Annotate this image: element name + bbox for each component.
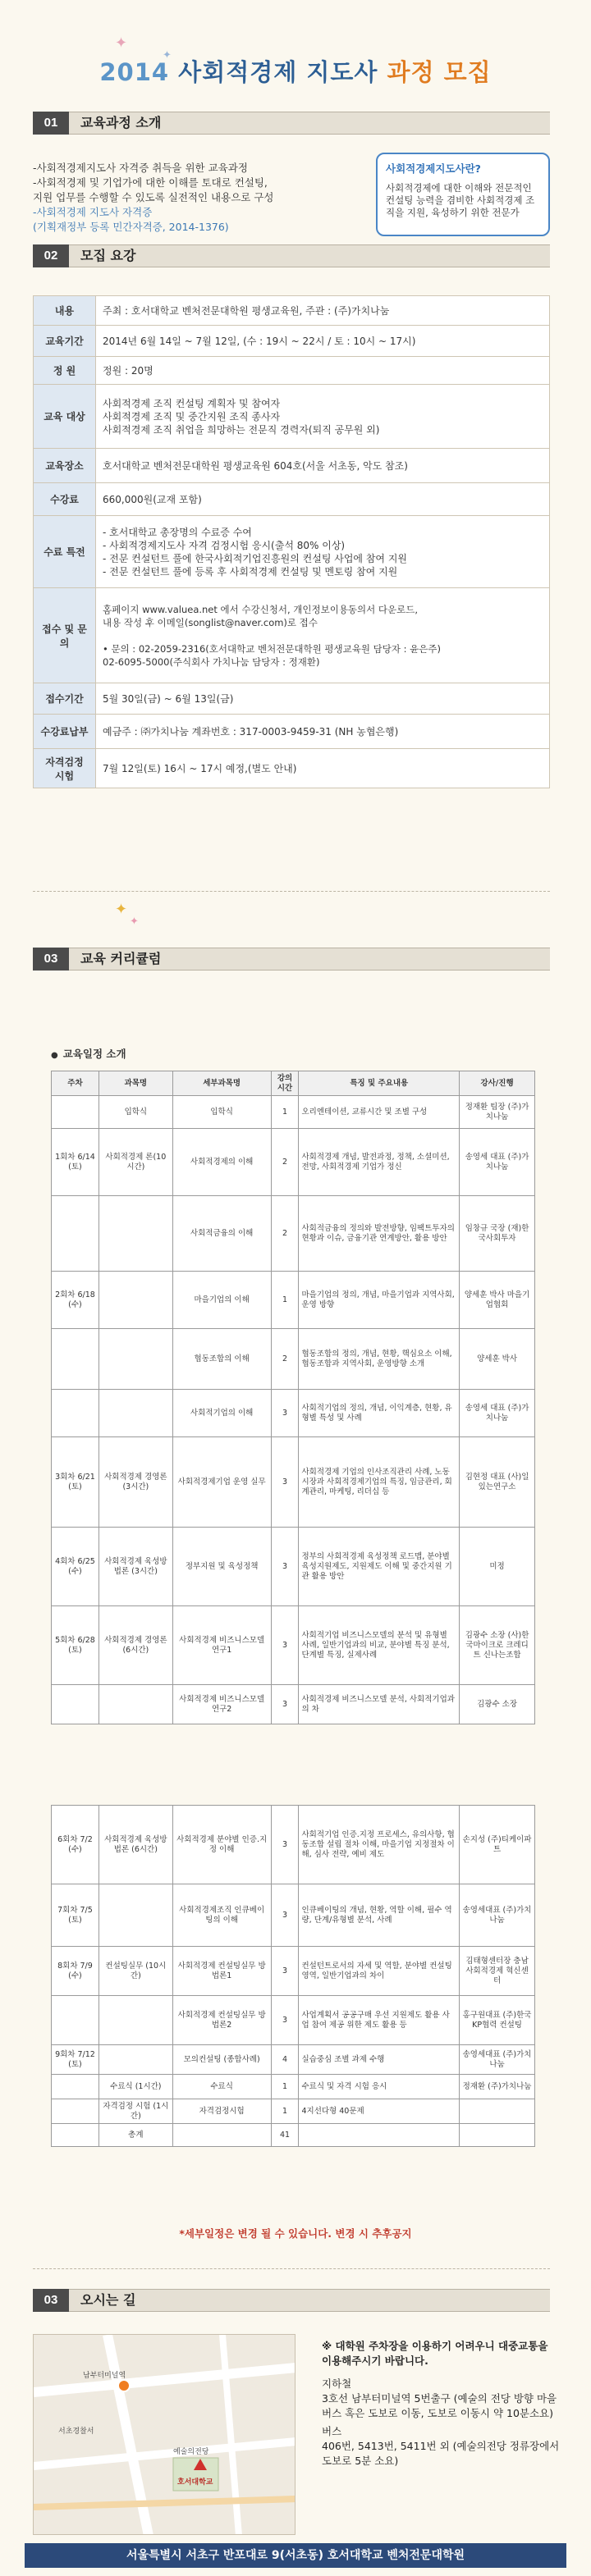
table-cell: 마을기업의 정의, 개념, 마을기업과 지역사회, 운영 방향 xyxy=(299,1272,460,1329)
intro-text: -사회적경제지도사 자격증 취득을 위한 교육과정 -사회적경제 및 기업가에 대한 이해를 토대로 컨설팅, 지원 업무를 수행할 수 있도록 실전적인 내용으로 구성 -사회적경제 지도사 자격증 (기획재정부 등록 민간자격증, 2014-1376) xyxy=(33,162,274,233)
table-cell xyxy=(52,1329,99,1390)
table-cell: 사회적경제 개념, 발전과정, 정책, 소셜미션, 전망, 사회적경제 기업가 정신 xyxy=(299,1129,460,1196)
table-cell: 4 xyxy=(271,2045,299,2075)
address-footer: 서울특별시 서초구 반포대로 9(서초동) 호서대학교 벤처전문대학원 xyxy=(25,2543,566,2568)
table-cell xyxy=(98,1996,172,2045)
table-cell: 6회차 7/2 (수) xyxy=(52,1806,99,1884)
table-cell: 1 xyxy=(271,2099,299,2124)
table-cell: 사회적경제 컨설팅실무 방법론1 xyxy=(172,1947,271,1996)
table-cell: 3 xyxy=(271,1390,299,1437)
table-cell: 송영세 대표 (주)가치나눔 xyxy=(460,1129,535,1196)
table-row xyxy=(52,2045,535,2075)
table-cell xyxy=(98,1685,172,1724)
table-row xyxy=(52,1528,535,1606)
table-cell: 2회차 6/18 (수) xyxy=(52,1272,99,1329)
table-row xyxy=(52,2099,535,2124)
table-cell: 사회적기업의 정의, 개념, 이익계층, 현황, 유형별 특성 및 사례 xyxy=(299,1390,460,1437)
map-label: 예술의전당 xyxy=(173,2448,209,2456)
table-row: 교육 대상 사회적경제 조직 컨설팅 계획자 및 참여자 사회적경제 조직 및 중간지원 조직 종사자 사회적경제 조직 취업을 희망하는 전문직 경력자(퇴직 공무원 외) xyxy=(34,385,550,449)
section-header-curriculum: 03 교육 커리큘럼 xyxy=(33,948,550,971)
table-cell: 사회적경제 비즈니스모델 분석, 사회적기업과의 차 xyxy=(299,1685,460,1724)
table-row xyxy=(52,1685,535,1724)
table-cell: 3 xyxy=(271,1685,299,1724)
table-cell: 사회적기업의 이해 xyxy=(172,1390,271,1437)
table-cell: 사회적경제 비즈니스모델연구2 xyxy=(172,1685,271,1724)
section-header-recruit: 02 모집 요강 xyxy=(33,244,550,267)
table-cell: 사회적경제 육성방법론 (6시간) xyxy=(98,1806,172,1884)
table-cell: 입학식 xyxy=(172,1096,271,1129)
table-cell: 손지성 (주)티케이파트 xyxy=(460,1806,535,1884)
table-cell: 정부지원 및 육성정책 xyxy=(172,1528,271,1606)
table-cell xyxy=(52,2099,99,2124)
table-cell xyxy=(52,1096,99,1129)
table-row xyxy=(52,2075,535,2099)
table-cell: 정부의 사회적경제 육성정책 로드맵, 분야별 육성지원제도, 지원제도 이해 및 중간지원 기관 활용 방안 xyxy=(299,1528,460,1606)
table-cell: 7회차 7/5 (토) xyxy=(52,1884,99,1947)
map-label: 남부터미널역 xyxy=(83,2372,126,2380)
column-header: 강사/진행 xyxy=(460,1071,535,1096)
table-cell: 마을기업의 이해 xyxy=(172,1272,271,1329)
table-cell: 2 xyxy=(271,1129,299,1196)
table-row xyxy=(52,1806,535,1884)
table-cell xyxy=(172,2124,271,2147)
table-cell xyxy=(98,1329,172,1390)
table-row xyxy=(52,1947,535,1996)
table-cell: 41 xyxy=(271,2124,299,2147)
table-cell: 사회적금융의 정의와 발전방향, 임팩트투자의 현황과 이슈, 금융기관 연계방안, 활용 방안 xyxy=(299,1196,460,1272)
directions-text: ※ 대학원 주차장을 이용하기 어려우니 대중교통을 이용해주시기 바랍니다. 지하철 3호선 남부터미널역 5번출구 (예술의 전당 방향 마을버스 혹은 도보로 이동, 도보로 이동시 약 10분소요) 버스 406번, 5413번, 5411번 외 (예술의전당 정류장에서 도보로 5분 소요) xyxy=(322,2340,560,2467)
table-cell xyxy=(98,1196,172,1272)
table-cell xyxy=(98,1272,172,1329)
schedule-note: *세부일정은 변경 될 수 있습니다. 변경 시 추후공지 xyxy=(179,2227,412,2240)
table-row: 접수 및 문의 홈페이지 www.valuea.net 에서 수강신청서, 개인정보이용동의서 다운로드, 내용 작성 후 이메일(songlist@naver.com)로 접수 • 문의 : 02-2059-2316(호서대학교 벤처전문대학원 평생교육원 담당자 : 윤은주) 02-6095-5000(주식회사 가치나눔 담당자 : 정재환) xyxy=(34,588,550,683)
table-row: 접수기간 5월 30일(금) ~ 6월 13일(금) xyxy=(34,683,550,715)
table-cell: 정재환 팀장 (주)가치나눔 xyxy=(460,1096,535,1129)
table-cell: 컨설팅실무 (10시간) xyxy=(98,1947,172,1996)
table-cell: 사회적경제 경영론 (6시간) xyxy=(98,1606,172,1685)
table-cell: 수료식 (1시간) xyxy=(98,2075,172,2099)
table-cell: 송영세대표 (주)가치나눔 xyxy=(460,1884,535,1947)
table-row xyxy=(52,1272,535,1329)
curriculum-table-1 xyxy=(51,1071,535,1724)
table-cell: 9회차 7/12 (토) xyxy=(52,2045,99,2075)
table-cell: 사회적경제 컨설팅실무 방법론2 xyxy=(172,1996,271,2045)
table-cell: 3 xyxy=(271,1437,299,1528)
table-cell xyxy=(52,1685,99,1724)
table-cell: 수료식 xyxy=(172,2075,271,2099)
table-cell xyxy=(98,1390,172,1437)
map-label: 서초경찰서 xyxy=(58,2428,94,2436)
table-row xyxy=(52,2124,535,2147)
star-icon: ✦ xyxy=(115,901,128,918)
table-cell: 1 xyxy=(271,2075,299,2099)
divider xyxy=(33,891,550,892)
table-cell xyxy=(299,2124,460,2147)
table-cell: 2 xyxy=(271,1329,299,1390)
curriculum-table-2 xyxy=(51,1805,535,2147)
table-cell xyxy=(460,2124,535,2147)
table-cell: 3 xyxy=(271,1528,299,1606)
star-icon: ✦ xyxy=(130,916,139,928)
table-row: 수강료납부 예금주 : ㈜가치나눔 계좌번호 : 317-0003-9459-31 (NH 농협은행) xyxy=(34,715,550,749)
table-cell: 사회적경제 기업의 인사조직관리 사례, 노동시장과 사회적경제기업의 특징, 임금관리, 회계관리, 마케팅, 리더십 등 xyxy=(299,1437,460,1528)
column-header: 강의 시간 xyxy=(271,1071,299,1096)
definition-box: 사회적경제지도사란? 사회적경제에 대한 이해와 전문적인 컨설팅 능력을 겸비한 사회적경제 조직을 지원, 육성하기 위한 전문가 xyxy=(376,153,550,236)
table-cell: 3 xyxy=(271,1947,299,1996)
table-row xyxy=(52,1329,535,1390)
table-cell: 실습중심 조별 과제 수행 xyxy=(299,2045,460,2075)
table-cell: 사회적경제기업 운영 실무 xyxy=(172,1437,271,1528)
table-row xyxy=(52,1437,535,1528)
table-cell: 3 xyxy=(271,1996,299,2045)
table-cell: 1 xyxy=(271,1272,299,1329)
table-cell: 오리엔테이션, 교류시간 및 조별 구성 xyxy=(299,1096,460,1129)
table-cell: 수료식 및 자격 시험 응시 xyxy=(299,2075,460,2099)
table-row xyxy=(52,1884,535,1947)
table-cell xyxy=(52,1196,99,1272)
table-cell: 3 xyxy=(271,1606,299,1685)
column-header: 세부과목명 xyxy=(172,1071,271,1096)
table-cell xyxy=(52,1390,99,1437)
table-cell: 컨설턴트로서의 자세 및 역할, 분야별 컨설팅 영역, 일반기업과의 차이 xyxy=(299,1947,460,1996)
column-header: 특징 및 주요내용 xyxy=(299,1071,460,1096)
curriculum-label: ● 교육일정 소개 xyxy=(51,1046,126,1061)
table-cell: 8회차 7/9 (수) xyxy=(52,1947,99,1996)
recruit-table xyxy=(33,295,550,788)
table-cell: 사회적경제 분야별 인증.지정 이해 xyxy=(172,1806,271,1884)
table-cell: 3회차 6/21 (토) xyxy=(52,1437,99,1528)
table-cell: 사회적경제조직 인큐베이팅의 이해 xyxy=(172,1884,271,1947)
table-cell xyxy=(52,2075,99,2099)
table-cell: 사회적경제 비즈니스모델연구1 xyxy=(172,1606,271,1685)
table-cell: 송영세대표 (주)가치나눔 xyxy=(460,2045,535,2075)
table-cell: 협동조합의 정의, 개념, 현황, 핵심요소 이해, 협동조합과 지역사회, 운영방향 소개 xyxy=(299,1329,460,1390)
table-cell: 사회적기업 비즈니스모델의 분석 및 유형별 사례, 일반기업과의 비교, 분야별 특징 분석, 단계별 특징, 실제사례 xyxy=(299,1606,460,1685)
table-cell: 5회차 6/28 (토) xyxy=(52,1606,99,1685)
column-header: 주차 xyxy=(52,1071,99,1096)
star-icon: ✦ xyxy=(115,34,128,52)
table-row: 수료 특전 - 호서대학교 총장명의 수료증 수여 - 사회적경제지도사 자격 검정시험 응시(출석 80% 이상) - 전문 컨설턴트 풀에 한국사회적기업진흥원의 컨설팅 사업에 참여 지원 - 전문 컨설턴트 풀에 등록 후 사회적경제 컨설팅 및 멘토링 참여 지원 xyxy=(34,516,550,588)
location-map[interactable] xyxy=(33,2334,296,2535)
table-cell: 사회적기업 인증.지정 프로세스, 유의사항, 협동조합 설립 절차 이해, 마을기업 지정절차 이해, 심사 전략, 예비 제도 xyxy=(299,1806,460,1884)
table-cell: 2 xyxy=(271,1196,299,1272)
table-cell: 정재환 (주)가치나눔 xyxy=(460,2075,535,2099)
table-row xyxy=(52,1996,535,2045)
table-cell: 사업계획서 공공구매 우선 지원제도 활용 사업 참여 제공 위한 제도 활용 등 xyxy=(299,1996,460,2045)
table-cell: 양세훈 박사 xyxy=(460,1329,535,1390)
table-row xyxy=(52,1196,535,1272)
table-cell: 양세훈 박사 마을기업협회 xyxy=(460,1272,535,1329)
table-cell: 사회적금융의 이해 xyxy=(172,1196,271,1272)
table-cell: 1 xyxy=(271,1096,299,1129)
table-cell: 사회적경제의 이해 xyxy=(172,1129,271,1196)
table-row xyxy=(52,1606,535,1685)
table-row: 교육기간 2014년 6월 14일 ~ 7월 12일, (수 : 19시 ~ 22시 / 토 : 10시 ~ 17시) xyxy=(34,326,550,357)
table-cell: 김광수 소장 xyxy=(460,1685,535,1724)
star-icon: ✦ xyxy=(163,49,172,62)
table-cell: 협동조합의 이해 xyxy=(172,1329,271,1390)
table-cell: 송영세 대표 (주)가치나눔 xyxy=(460,1390,535,1437)
table-cell: 사회적경제 육성방법론 (3시간) xyxy=(98,1528,172,1606)
table-row: 교육장소 호서대학교 벤처전문대학원 평생교육원 604호(서울 서초동, 악도 참조) xyxy=(34,449,550,483)
map-graphic xyxy=(34,2335,296,2535)
table-cell: 미정 xyxy=(460,1528,535,1606)
table-cell: 자격검정 시험 (1시간) xyxy=(98,2099,172,2124)
table-cell xyxy=(98,2045,172,2075)
page-title: 2014 사회적경제 지도사 과정 모집 xyxy=(99,58,492,86)
table-cell xyxy=(52,1996,99,2045)
table-cell: 사회적경제 경영론 (3시간) xyxy=(98,1437,172,1528)
table-row: 수강료 660,000원(교재 포함) xyxy=(34,483,550,516)
table-cell: 1회차 6/14 (토) xyxy=(52,1129,99,1196)
table-cell: 인큐베이팅의 개념, 현황, 역할 이해, 필수 역량, 단계/유형별 분석, 사례 xyxy=(299,1884,460,1947)
table-cell: 총계 xyxy=(98,2124,172,2147)
table-cell xyxy=(98,1884,172,1947)
section-header-directions: 03 오시는 길 xyxy=(33,2289,550,2312)
table-cell: 3 xyxy=(271,1884,299,1947)
table-cell: 사회적경제 론(10시간) xyxy=(98,1129,172,1196)
column-header: 과목명 xyxy=(98,1071,172,1096)
table-cell: 김태형센터장 충남사회적경제 혁신센터 xyxy=(460,1947,535,1996)
table-cell xyxy=(52,2124,99,2147)
table-header-row xyxy=(52,1071,535,1096)
table-cell: 임창규 국장 (재)한국사회투자 xyxy=(460,1196,535,1272)
table-cell: 김현정 대표 (사)일있는연구소 xyxy=(460,1437,535,1528)
table-cell: 모의컨설팅 (종합사례) xyxy=(172,2045,271,2075)
table-row: 자격검정 시험 7월 12일(토) 16시 ~ 17시 예정,(별도 안내) xyxy=(34,749,550,788)
map-label: 호서대학교 xyxy=(177,2478,213,2487)
table-cell: 입학식 xyxy=(98,1096,172,1129)
table-row: 정 원 정원 : 20명 xyxy=(34,357,550,385)
divider xyxy=(33,2268,550,2269)
table-row xyxy=(52,1390,535,1437)
table-row: 내용 주최 : 호서대학교 벤처전문대학원 평생교육원, 주관 : (주)가치나눔 xyxy=(34,296,550,326)
table-cell: 4회차 6/25 (수) xyxy=(52,1528,99,1606)
table-cell: 4지선다형 40문제 xyxy=(299,2099,460,2124)
table-row xyxy=(52,1096,535,1129)
table-cell: 자격검정시험 xyxy=(172,2099,271,2124)
table-row xyxy=(52,1129,535,1196)
table-cell: 3 xyxy=(271,1806,299,1884)
table-cell xyxy=(460,2099,535,2124)
table-cell: 홍구원대표 (주)한국KP협력 컨설팅 xyxy=(460,1996,535,2045)
section-header-intro: 01 교육과정 소개 xyxy=(33,112,550,135)
table-cell: 김광수 소장 (사)한국마이크로 크레디트 신나는조합 xyxy=(460,1606,535,1685)
